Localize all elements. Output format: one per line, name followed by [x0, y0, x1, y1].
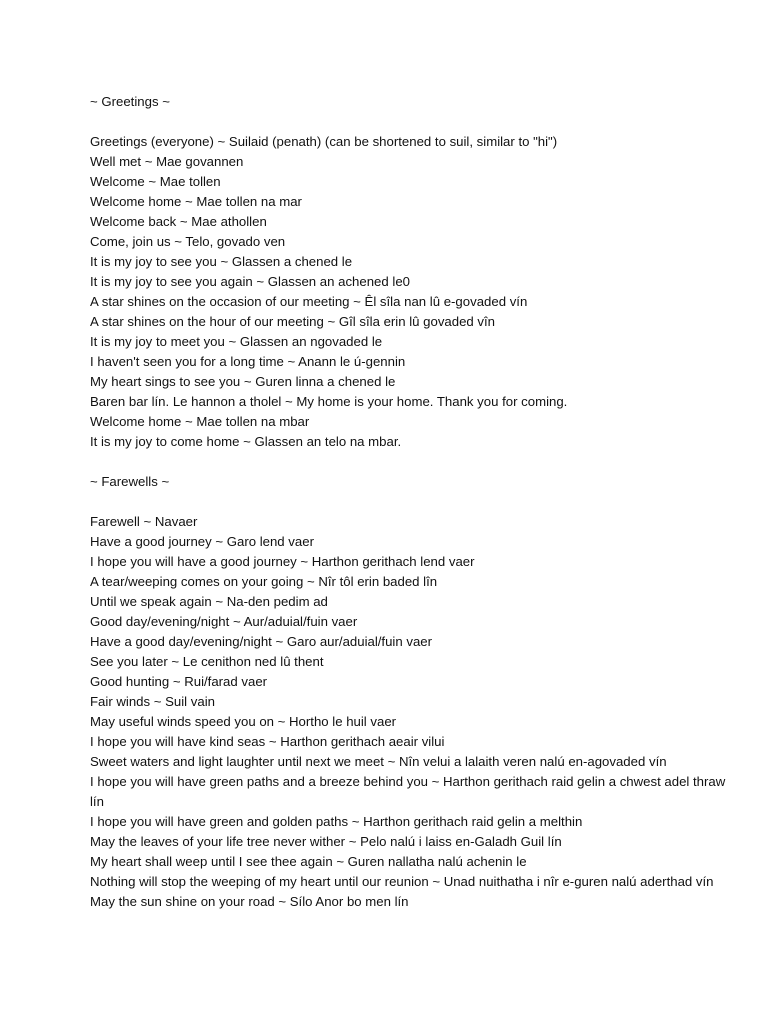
farewell-line: Sweet waters and light laughter until next we meet ~ Nîn velui a lalaith veren nalú en-agovaded vín — [90, 754, 667, 769]
farewell-line: I hope you will have kind seas ~ Harthon gerithach aeair vilui — [90, 734, 445, 749]
greetings-list — [90, 132, 730, 452]
greetings-heading: ~ Greetings ~ — [90, 94, 170, 109]
farewell-line: Good hunting ~ Rui/farad vaer — [90, 674, 268, 689]
farewell-line: Nothing will stop the weeping of my heart until our reunion ~ Unad nuithatha i nîr e-guren nalú aderthad vín — [90, 874, 714, 889]
farewell-line: I hope you will have a good journey ~ Harthon gerithach lend vaer — [90, 554, 475, 569]
greeting-line: It is my joy to see you ~ Glassen a chened le — [90, 254, 353, 269]
greeting-line: It is my joy to meet you ~ Glassen an ngovaded le — [90, 334, 383, 349]
farewells-heading: ~ Farewells ~ — [90, 474, 170, 489]
farewell-line: Farewell ~ Navaer — [90, 514, 198, 529]
farewell-line: A tear/weeping comes on your going ~ Nîr tôl erin baded lîn — [90, 574, 438, 589]
greeting-line: Greetings (everyone) ~ Suilaid (penath) (can be shortened to suil, similar to "hi") — [90, 134, 558, 149]
greeting-line: Come, join us ~ Telo, govado ven — [90, 234, 286, 249]
farewell-line: I hope you will have green and golden paths ~ Harthon gerithach raid gelin a melthin — [90, 814, 583, 829]
farewell-line: May useful winds speed you on ~ Hortho le huil vaer — [90, 714, 397, 729]
farewell-line: Have a good journey ~ Garo lend vaer — [90, 534, 314, 549]
farewells-list — [90, 512, 730, 912]
greeting-line: Well met ~ Mae govannen — [90, 154, 244, 169]
greeting-line: Baren bar lín. Le hannon a tholel ~ My home is your home. Thank you for coming. — [90, 394, 568, 409]
greeting-line: It is my joy to come home ~ Glassen an telo na mbar. — [90, 434, 402, 449]
farewell-line: Have a good day/evening/night ~ Garo aur/aduial/fuin vaer — [90, 634, 433, 649]
section-spacer — [90, 112, 730, 132]
farewell-line: May the sun shine on your road ~ Sílo Anor bo men lín — [90, 894, 409, 909]
greeting-line: Welcome home ~ Mae tollen na mar — [90, 194, 302, 209]
section-spacer — [90, 452, 730, 472]
section-spacer — [90, 492, 730, 512]
farewell-line: Good day/evening/night ~ Aur/aduial/fuin vaer — [90, 614, 358, 629]
greeting-line: Welcome back ~ Mae athollen — [90, 214, 267, 229]
greeting-line: I haven't seen you for a long time ~ Anann le ú-gennin — [90, 354, 406, 369]
farewell-line: See you later ~ Le cenithon ned lû thent — [90, 654, 324, 669]
greeting-line: My heart sings to see you ~ Guren linna a chened le — [90, 374, 396, 389]
document-page — [90, 92, 730, 912]
greeting-line: Welcome home ~ Mae tollen na mbar — [90, 414, 310, 429]
farewell-line: May the leaves of your life tree never wither ~ Pelo nalú i laiss en-Galadh Guil lín — [90, 834, 562, 849]
greeting-line: It is my joy to see you again ~ Glassen an achened le0 — [90, 274, 410, 289]
greeting-line: A star shines on the occasion of our meeting ~ Êl sîla nan lû e-govaded vín — [90, 294, 528, 309]
greeting-line: Welcome ~ Mae tollen — [90, 174, 221, 189]
farewell-line: Fair winds ~ Suil vain — [90, 694, 215, 709]
farewell-line: Until we speak again ~ Na-den pedim ad — [90, 594, 328, 609]
farewell-line: My heart shall weep until I see thee again ~ Guren nallatha nalú achenin le — [90, 854, 527, 869]
farewell-line: I hope you will have green paths and a breeze behind you ~ Harthon gerithach raid gelin a chwest adel thraw lín — [90, 774, 726, 809]
greeting-line: A star shines on the hour of our meeting ~ Gîl sîla erin lû govaded vîn — [90, 314, 496, 329]
